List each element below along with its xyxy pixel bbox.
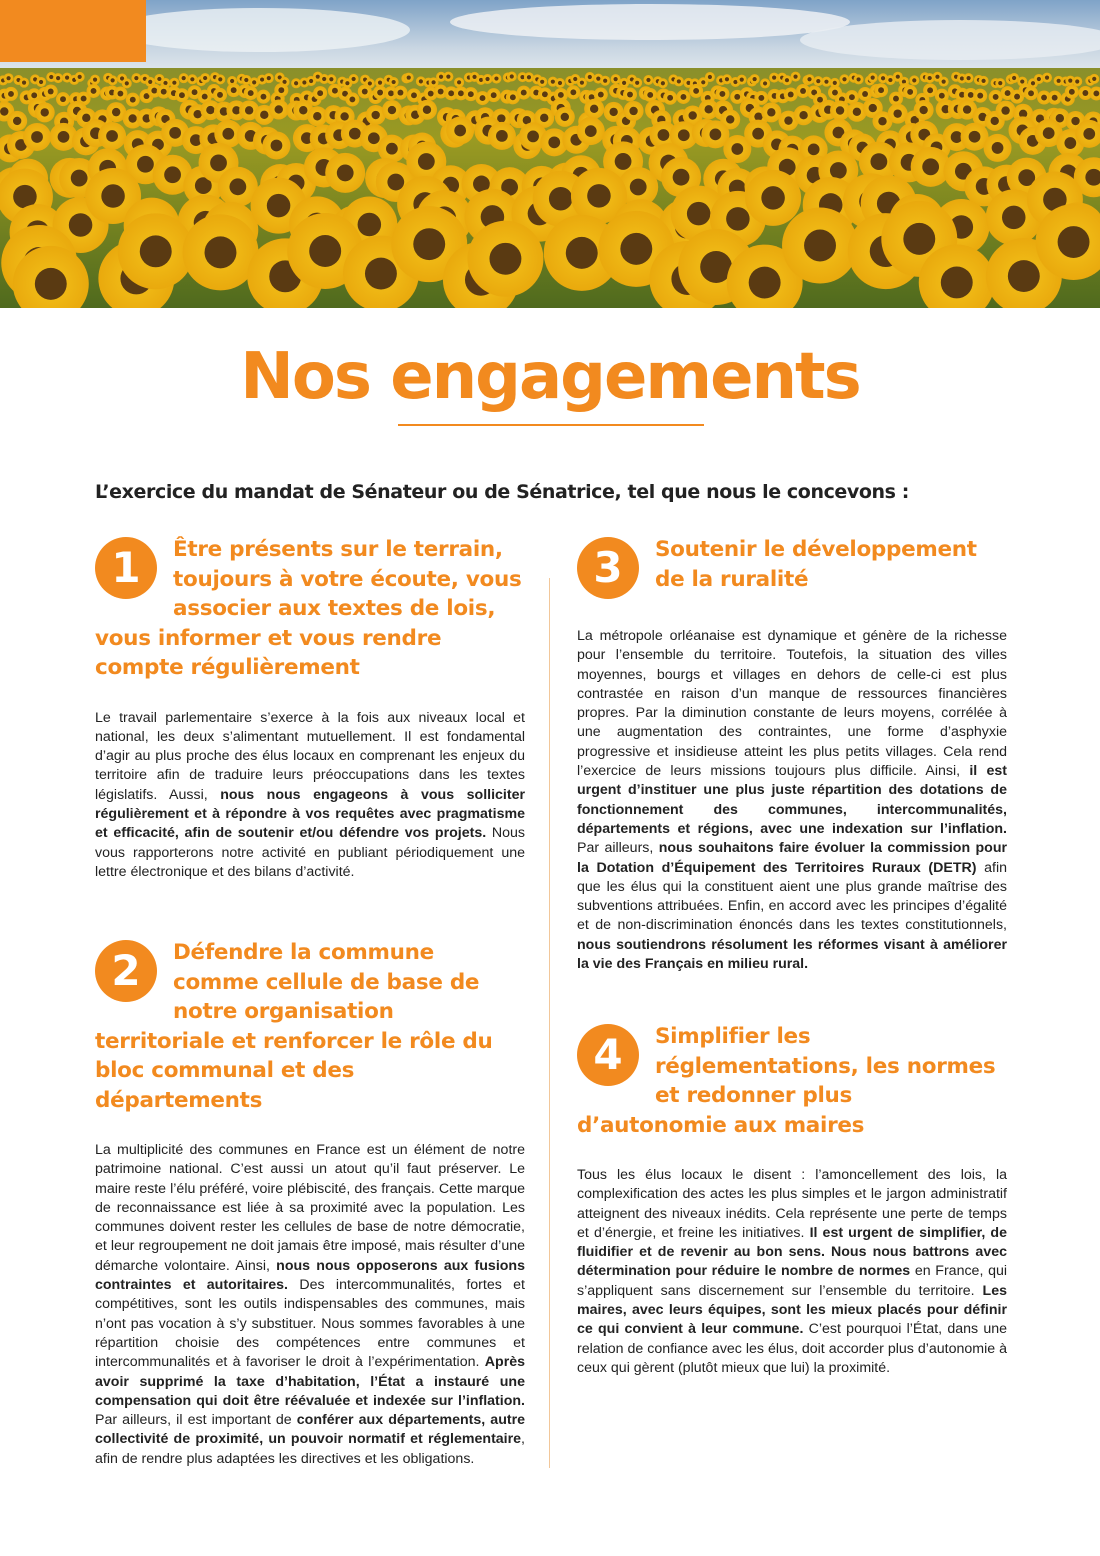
section-number-badge: 2 xyxy=(95,940,157,1002)
section-heading xyxy=(95,535,525,683)
engagement-section-3 xyxy=(577,535,1007,974)
column-divider xyxy=(549,578,550,1468)
section-heading-text: Être présents sur le terrain, toujours à votre écoute, vous associer aux textes de lois, vous informer et vous rendre compte régulièrement xyxy=(95,537,522,680)
intro-text: L’exercice du mandat de Sénateur ou de Sénatrice, tel que nous le concevons : xyxy=(95,481,910,503)
engagement-section-1 xyxy=(95,535,525,882)
section-body: Le travail parlementaire s’exerce à la fois aux niveaux local et national, les deux s’alimentant mutuellement. Il est fondamental d’agir au plus proche des élus locaux en comprenant les enjeux du territoire afin de traduire leurs préoccupations dans les textes législatifs. Aussi, nous nous engageons à vous solliciter régulièrement et à répondre à vos requêtes avec pragmatisme et efficacité, afin de soutenir et/ou défendre vos projets. Nous vous rapporterons notre activité en publiant périodiquement une lettre électronique et des bilans d’activité. xyxy=(95,709,526,880)
section-number-badge: 3 xyxy=(577,537,639,599)
section-heading xyxy=(95,938,525,1115)
title-underline xyxy=(398,424,704,426)
section-heading xyxy=(577,535,1007,594)
section-number-badge: 4 xyxy=(577,1024,639,1086)
section-heading-text: Défendre la commune comme cellule de base de notre organisation territoriale et renforcer le rôle du bloc communal et des départements xyxy=(95,940,493,1113)
hero-sunflower-photo xyxy=(0,0,1100,308)
section-number-badge: 1 xyxy=(95,537,157,599)
page-title: Nos engagements xyxy=(240,340,860,414)
section-heading xyxy=(577,1022,1007,1140)
engagement-section-2 xyxy=(95,938,525,1469)
section-heading-text: Soutenir le développement de la ruralité xyxy=(655,537,977,592)
section-heading-text: Simplifier les réglementations, les normes et redonner plus d’autonomie aux maires xyxy=(577,1024,996,1138)
engagement-section-4 xyxy=(577,1022,1007,1378)
section-body: La multiplicité des communes en France est un élément de notre patrimoine national. C’est aussi un atout qu’il faut préserver. Le maire reste l’élu préféré, voire plébiscité, des français. Cette marque de reconnaissance est liée à sa proximité avec la population. Les communes doivent rester les cellules de base de notre démocratie, et leur regroupement ne doit jamais être imposé, mais résulter d’une démarche volontaire. Ainsi, nous nous opposerons aux fusions contraintes et autoritaires. Des intercommunalités, fortes et compétitives, sont les outils indispensables des communes, mais n’ont pas vocation à s’y substituer. Nous sommes favorables à une répartition choisie des compétences entre communes et intercommunalités et à favoriser le droit à l’expérimentation. Après avoir supprimé la taxe d’habitation, l’État a instauré une compensation qui doit être réévaluée et indexée sur l’inflation. Par ailleurs, il est important de conférer aux départements, autre collectivité de proximité, un pouvoir normatif et réglementaire, afin de rendre plus adaptées les directives et les obligations. xyxy=(95,1142,525,1467)
orange-corner-tab xyxy=(0,0,146,62)
section-body: Tous les élus locaux le disent : l’amoncellement des lois, la complexification des actes les plus simples et le jargon administratif atteignent des niveaux inédits. Cela représente une perte de temps et d’énergie, et freine les initiatives. Il est urgent de simplifier, de fluidifier et de revenir au bon sens. Nous nous battrons avec détermination pour réduire le nombre de normes en France, qui s’appliquent sans discernement sur l’ensemble du territoire. Les maires, avec leurs équipes, sont les mieux placés pour définir ce qui convient à leur commune. C’est pourquoi l’État, dans une relation de confiance avec les élus, doit accorder plus d’autonomie à ceux qui gèrent (plutôt mieux que lui) la proximité. xyxy=(577,1167,1008,1376)
section-body: La métropole orléanaise est dynamique et génère de la richesse pour l’ensemble du territoire. Toutefois, la situation des villes moyennes, bourgs et villages en dehors de celle-ci est plus contrastée en raison d’un manque de ressources financières propres. Par la diminution constante de leurs moyens, corrélée à une augmentation des contraintes, une forme d’asphyxie progressive et insidieuse atteint les plus petits villages. Cela rend l’exercice de leurs missions toujours plus difficile. Ainsi, il est urgent d’instituer une plus juste répartition des dotations de fonctionnement des communes, intercommunalités, départements et régions, avec une indexation sur l’inflation. Par ailleurs, nous souhaitons faire évoluer la commission pour la Dotation d’Équipement des Territoires Ruraux (DETR) afin que les élus qui la constituent aient une plus grande maîtrise des subventions attribuées. Enfin, en accord avec les principes d’égalité et de non-discrimination énoncés dans les textes constitutionnels, nous soutiendrons résolument les réformes visant à améliorer la vie des Français en milieu rural. xyxy=(577,628,1008,973)
sunflower-field-image xyxy=(0,0,1100,308)
